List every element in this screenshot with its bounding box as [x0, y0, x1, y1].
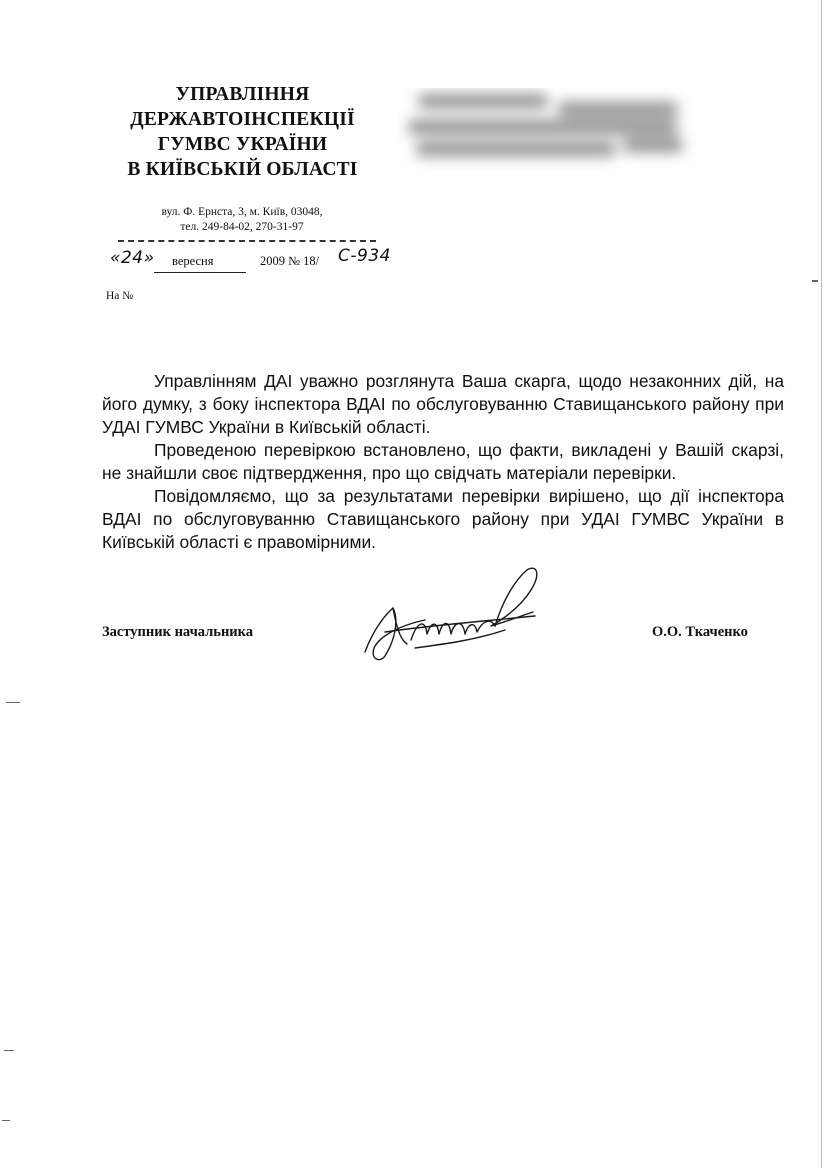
month-label: вересня	[172, 254, 214, 268]
signatory-position: Заступник начальника	[102, 624, 254, 640]
letterhead-divider	[118, 240, 376, 242]
handwritten-number: С-934	[338, 246, 391, 266]
blurred-stamp	[398, 88, 698, 170]
scan-speck	[812, 280, 818, 282]
address-street: вул. Ф. Ернста, 3, м. Київ, 03048,	[161, 206, 323, 218]
letterhead-line-3: ГУМВС УКРАЇНИ	[157, 134, 328, 155]
body-paragraph-1: Управлінням ДАІ уважно розглянута Ваша скарга, щодо незаконних дій, на його думку, з боку інспектора ВДАІ по обслуговуванню Ставищанського району при УДАІ ГУМВС України в Київській області.	[102, 371, 784, 437]
scan-edge-line	[821, 0, 822, 1168]
scan-speck	[4, 1050, 14, 1051]
letterhead-line-1: УПРАВЛІННЯ	[175, 84, 310, 105]
date-underline	[154, 272, 246, 273]
letterhead	[100, 82, 385, 182]
letterhead-line-4: В КИЇВСЬКІЙ ОБЛАСТІ	[127, 159, 358, 180]
body-paragraph-2: Проведеною перевіркою встановлено, що факти, викладені у Вашій скарзі, не знайшли своє підтвердження, про що свідчать матеріали перевірки.	[102, 440, 784, 483]
scan-speck	[6, 702, 20, 703]
handwritten-day: «24»	[110, 248, 155, 268]
body-paragraph-3: Повідомляємо, що за результатами перевірки вирішено, що дії інспектора ВДАІ по обслуговуванню Ставищанського району при УДАІ ГУМВС України в Київській області є правомірними.	[102, 486, 784, 552]
scan-speck	[2, 1120, 10, 1121]
reference-label: На №	[106, 290, 134, 302]
sender-address	[112, 205, 372, 235]
letterhead-line-2: ДЕРЖАВТОІНСПЕКЦІЇ	[130, 109, 355, 130]
handwritten-signature	[355, 560, 555, 665]
letter-body	[102, 370, 784, 554]
year-and-number-prefix: 2009 № 18/	[260, 254, 320, 268]
signatory-name: О.О. Ткаченко	[652, 624, 748, 640]
address-phone: тел. 249-84-02, 270-31-97	[180, 221, 304, 233]
